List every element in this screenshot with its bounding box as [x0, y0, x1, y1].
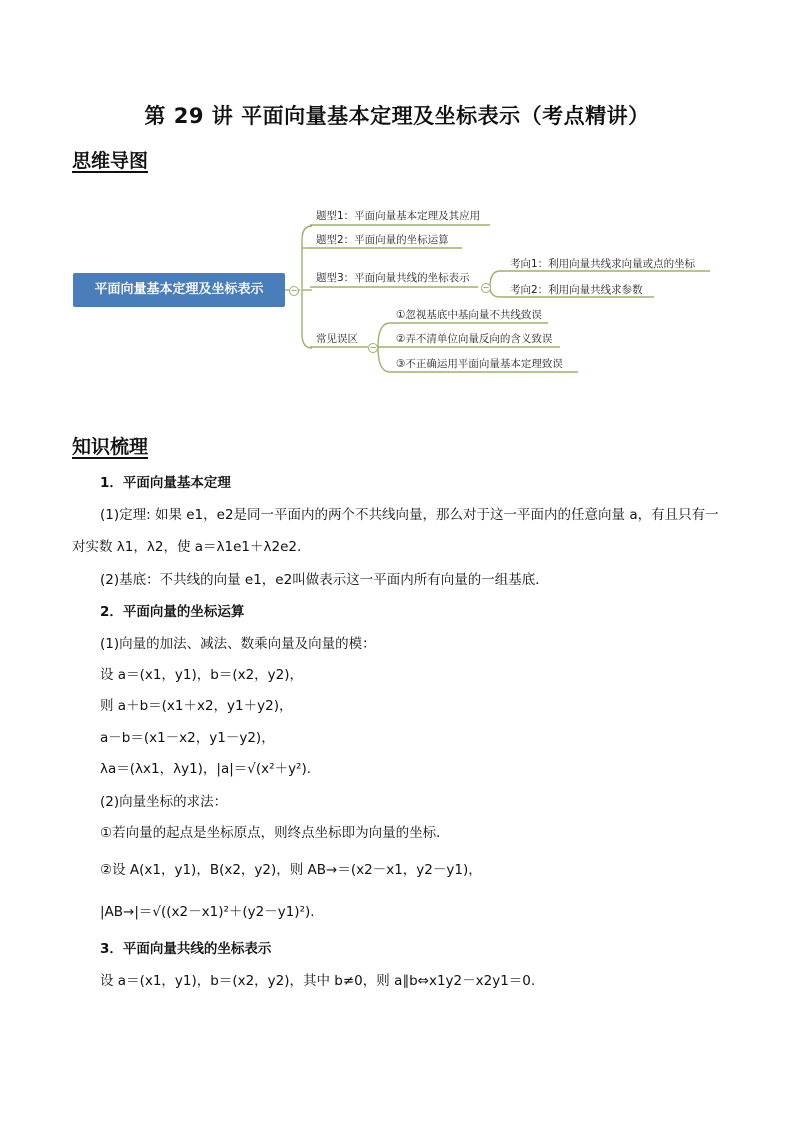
mindmap-leaf-3-2[interactable]: 考向2：利用向量共线求参数: [510, 284, 643, 296]
collapse-root-icon[interactable]: −: [290, 286, 298, 295]
section-2-heading: 2．平面向量的坐标运算: [100, 604, 245, 620]
theorem-line-2: 对实数 λ1，λ2，使 a＝λ1e1＋λ2e2.: [72, 539, 302, 555]
knowledge-heading: 知识梳理: [72, 436, 149, 458]
mindmap-branch-4[interactable]: 常见误区: [316, 333, 358, 345]
vector-length-formula: |AB→|＝√((x2－x1)²＋(y2－y1)²).: [100, 904, 315, 920]
page-title: 第 29 讲 平面向量基本定理及坐标表示（考点精讲）: [144, 104, 650, 128]
collapse-branch4-icon[interactable]: −: [369, 343, 377, 352]
mindmap-branch-3[interactable]: 题型3：平面向量共线的坐标表示: [316, 272, 470, 284]
difference-formula: a－b＝(x1－x2，y1－y2)，: [100, 730, 275, 746]
section-3-heading: 3．平面向量共线的坐标表示: [100, 941, 272, 957]
coord-method-heading: (2)向量坐标的求法：: [100, 794, 228, 810]
operations-intro: (1)向量的加法、减法、数乘向量及向量的模：: [100, 636, 376, 652]
collinear-condition: 设 a＝(x1，y1)，b＝(x2，y2)，其中 b≠0，则 a∥b⇔x1y2－x2y1＝0.: [100, 973, 536, 989]
mindmap-branch-2[interactable]: 题型2：平面向量的坐标运算: [316, 234, 449, 246]
mindmap-leaf-4-1[interactable]: ①忽视基底中基向量不共线致误: [396, 309, 542, 321]
mindmap-root-node[interactable]: 平面向量基本定理及坐标表示: [73, 273, 285, 307]
theorem-line-1: (1)定理: 如果 e1，e2是同一平面内的两个不共线向量，那么对于这一平面内的任意向量 a，有且只有一: [100, 507, 719, 523]
coord-method-1: ①若向量的起点是坐标原点，则终点坐标即为向量的坐标．: [100, 825, 450, 841]
scalar-and-norm-formula: λa＝(λx1，λy1)，|a|＝√(x²＋y²).: [100, 761, 312, 777]
basis-definition: (2)基底：不共线的向量 e1，e2叫做表示这一平面内所有向量的一组基底．: [100, 572, 549, 588]
sum-formula: 则 a＋b＝(x1＋x2，y1＋y2)，: [100, 698, 293, 714]
mindmap-branch-1[interactable]: 题型1：平面向量基本定理及其应用: [316, 210, 481, 222]
section-1-heading: 1．平面向量基本定理: [100, 475, 231, 491]
mindmap-leaf-4-2[interactable]: ②弄不清单位向量反向的含义致误: [396, 333, 553, 345]
mindmap-heading: 思维导图: [72, 150, 149, 172]
coord-method-2: ②设 A(x1，y1)，B(x2，y2)，则 AB→＝(x2－x1，y2－y1)，: [100, 862, 482, 878]
coord-def: 设 a＝(x1，y1)，b＝(x2，y2)，: [100, 667, 304, 683]
collapse-branch3-icon[interactable]: −: [482, 283, 490, 292]
mindmap-leaf-4-3[interactable]: ③不正确运用平面向量基本定理致误: [396, 358, 563, 370]
mindmap-leaf-3-1[interactable]: 考向1：利用向量共线求向量或点的坐标: [510, 258, 696, 270]
